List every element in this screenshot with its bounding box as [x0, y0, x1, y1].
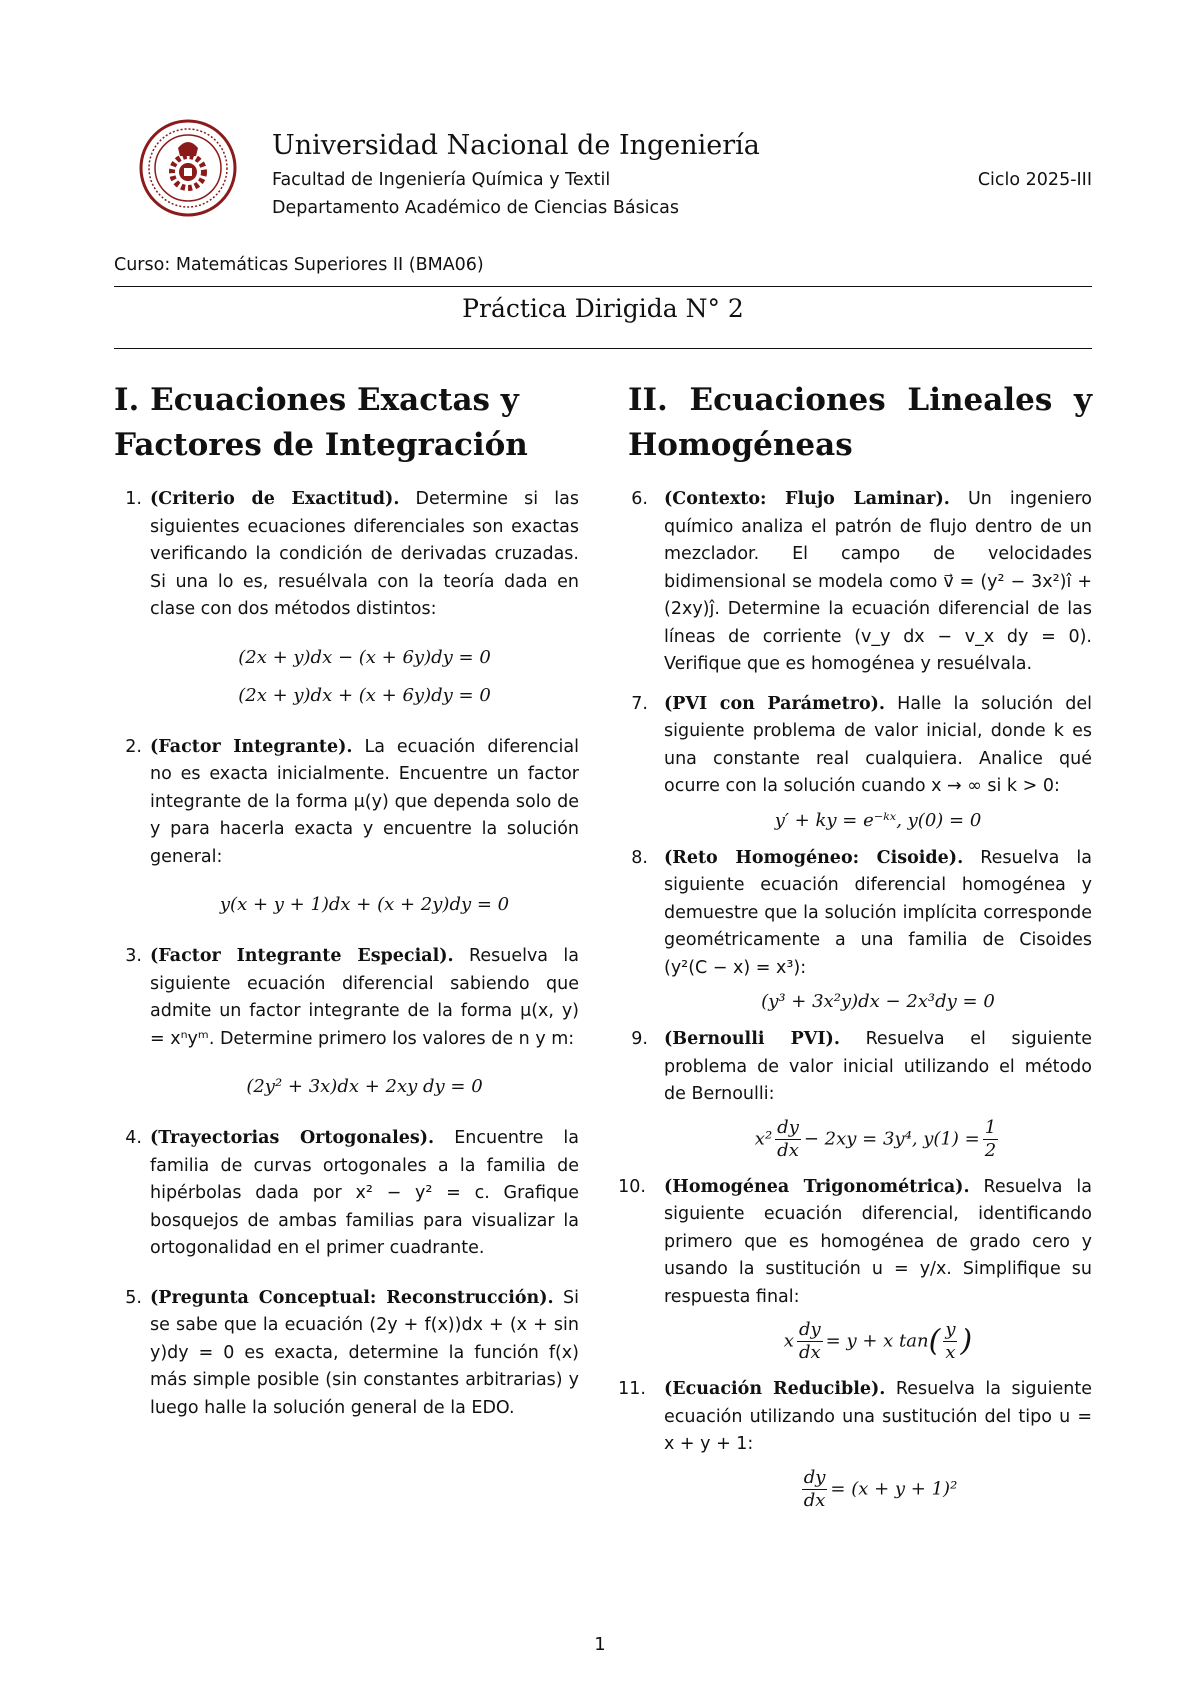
- fraction: [802, 1467, 828, 1512]
- problem-number: 6.: [631, 489, 648, 509]
- problem-9: [628, 1026, 1092, 1162]
- frac-den: dx: [803, 1489, 826, 1511]
- equation: [664, 1467, 1092, 1512]
- problem-text: Resuelva la siguiente ecuación diferencial homogénea y demuestre que la solución implícita corresponde geométricamente a una familia de Cisoides (y²(C − x) = x³):: [664, 847, 1092, 978]
- problem-text: Determine si las siguientes ecuaciones diferenciales son exactas verificando la condición de derivadas cruzadas. Si una lo es, resuélvala con la teoría dada en clase con dos métodos distintos:: [150, 489, 579, 619]
- problem-text: Halle la solución del siguiente problema de valor inicial, donde k es una constante real cualquiera. Analice qué ocurre con la solución cuando x → ∞ si k > 0:: [664, 693, 1092, 796]
- problem-number: 4.: [125, 1128, 142, 1148]
- problem-text: Resuelva la siguiente ecuación diferencial sabiendo que admite un factor integrante de la forma μ(x, y) = xⁿyᵐ. Determine primero los valores de n y m:: [150, 946, 579, 1049]
- problem-11: [618, 1376, 1092, 1512]
- uni-seal-icon: [138, 118, 238, 218]
- page-number: 1: [594, 1634, 606, 1655]
- problem-title: (PVI con Parámetro).: [664, 693, 886, 714]
- problem-number: 1.: [125, 489, 142, 509]
- fraction: [775, 1117, 801, 1162]
- problem-3: [114, 943, 579, 1099]
- problem-number: 5.: [125, 1287, 142, 1308]
- course-line: [114, 255, 484, 275]
- problem-2: [114, 734, 579, 918]
- problem-1: [114, 486, 579, 708]
- problem-number: 3.: [125, 946, 142, 966]
- frac-num: dy: [798, 1319, 821, 1340]
- problem-10: [618, 1174, 1092, 1365]
- course-label: Curso:: [114, 255, 171, 275]
- equation: y′ + ky = e⁻ᵏˣ, y(0) = 0: [774, 809, 982, 831]
- frac-den: dx: [798, 1342, 821, 1363]
- problem-text: Si se sabe que la ecuación (2y + f(x))dx + (x + sin y)dy = 0 es exacta, determine la función f(x) más simple posible (sin constantes arbitrarias) y luego halle la solución general de la EDO.: [150, 1287, 579, 1418]
- problem-4: [114, 1125, 579, 1263]
- fraction: [797, 1319, 823, 1364]
- equation: y(x + y + 1)dx + (x + 2y)dy = 0: [219, 894, 510, 915]
- problem-number: 11.: [618, 1379, 646, 1399]
- equation: (y³ + 3x²y)dx − 2x³dy = 0: [761, 991, 995, 1012]
- faculty-name: Facultad de Ingeniería Química y Textil: [272, 170, 611, 190]
- problem-number: 8.: [631, 847, 648, 868]
- practice-title: Práctica Dirigida N° 2: [462, 294, 744, 323]
- problem-title: (Reto Homogéneo: Cisoide).: [664, 847, 964, 868]
- frac-num: y: [945, 1319, 956, 1340]
- problem-title: (Bernoulli PVI).: [664, 1029, 840, 1049]
- problem-title: (Homogénea Trigonométrica).: [664, 1176, 970, 1197]
- problem-text: Encuentre la familia de curvas ortogonales a la familia de hipérbolas dada por x² − y² = c. Grafique bosquejos de ambas familias para visualizar la ortogonalidad en el primer cuadrante.: [150, 1128, 579, 1258]
- problem-6: [628, 486, 1092, 679]
- equation: (2x + y)dx − (x + 6y)dy = 0: [238, 646, 491, 668]
- frac-den: dx: [777, 1139, 799, 1161]
- problem-title: (Factor Integrante Especial).: [150, 946, 454, 966]
- course-value: Matemáticas Superiores II (BMA06): [175, 255, 484, 275]
- cycle-label: Ciclo 2025-III: [977, 170, 1092, 190]
- paren-right: ): [960, 1323, 973, 1359]
- section-title-left: I. Ecuaciones Exactas y Factores de Integración: [114, 382, 528, 463]
- divider-top: [114, 286, 1092, 287]
- problem-number: 10.: [618, 1176, 646, 1197]
- equation: [664, 1319, 1092, 1364]
- problem-text: La ecuación diferencial no es exacta inicialmente. Encuentre un factor integrante de la forma μ(y) que dependa solo de y para hacerla exacta y encuentre la solución general:: [150, 736, 579, 867]
- frac-den: x: [945, 1342, 956, 1363]
- paren-left: (: [928, 1323, 941, 1359]
- problem-7: [628, 691, 1092, 833]
- eq-part: x²: [754, 1128, 773, 1149]
- frac-num: dy: [777, 1116, 799, 1138]
- problem-number: 2.: [125, 736, 142, 757]
- problem-text: Resuelva el siguiente problema de valor inicial utilizando el método de Bernoulli:: [664, 1029, 1092, 1104]
- department-name: Departamento Académico de Ciencias Básicas: [272, 198, 680, 218]
- frac-num: dy: [803, 1466, 826, 1488]
- problem-title: (Criterio de Exactitud).: [150, 489, 400, 509]
- equation: [664, 1117, 1092, 1162]
- problem-title: (Trayectorias Ortogonales).: [150, 1128, 435, 1148]
- problem-text: Resuelva la siguiente ecuación diferencial, identificando primero que es homogénea de grado cero y usando la sustitución u = y/x. Simplifique su respuesta final:: [664, 1176, 1092, 1307]
- eq-part: − 2xy = 3y⁴, y(1) =: [803, 1128, 980, 1149]
- problem-title: (Factor Integrante).: [150, 736, 353, 757]
- eq-part: x: [783, 1330, 794, 1352]
- fraction: [983, 1117, 998, 1162]
- problem-title: (Pregunta Conceptual: Reconstrucción).: [150, 1287, 554, 1308]
- problem-title: (Contexto: Flujo Laminar).: [664, 489, 950, 509]
- left-column: [114, 378, 579, 1444]
- equation: (2x + y)dx + (x + 6y)dy = 0: [238, 684, 491, 706]
- problem-text: Un ingeniero químico analiza el patrón de flujo dentro de un mezclador. El campo de velocidades bidimensional se modela como v⃗ = (y² − 3x²)î + (2xy)ĵ. Determine la ecuación diferencial de las líneas de corriente (v_y dx − v_x dy = 0). Verifique que es homogénea y resuélvala.: [664, 489, 1092, 674]
- problem-text: Resuelva la siguiente ecuación utilizando una sustitución del tipo u = x + y + 1:: [664, 1379, 1092, 1454]
- equation: (2y² + 3x)dx + 2xy dy = 0: [246, 1076, 483, 1097]
- eq-part: = (x + y + 1)²: [830, 1478, 958, 1499]
- right-column: [618, 378, 1092, 1524]
- university-name: Universidad Nacional de Ingeniería: [272, 130, 760, 161]
- problem-number: 7.: [631, 693, 648, 714]
- problem-8: [628, 845, 1092, 1015]
- problem-number: 9.: [631, 1029, 648, 1049]
- problem-title: (Ecuación Reducible).: [664, 1379, 886, 1399]
- problem-5: [114, 1285, 579, 1423]
- frac-num: 1: [984, 1116, 997, 1138]
- eq-part: = y + x tan: [825, 1330, 929, 1352]
- section-title-right: II. Ecuaciones Lineales y Homogéneas: [628, 382, 1092, 463]
- fraction: [943, 1319, 957, 1364]
- divider-bottom: [114, 348, 1092, 349]
- frac-den: 2: [984, 1139, 997, 1161]
